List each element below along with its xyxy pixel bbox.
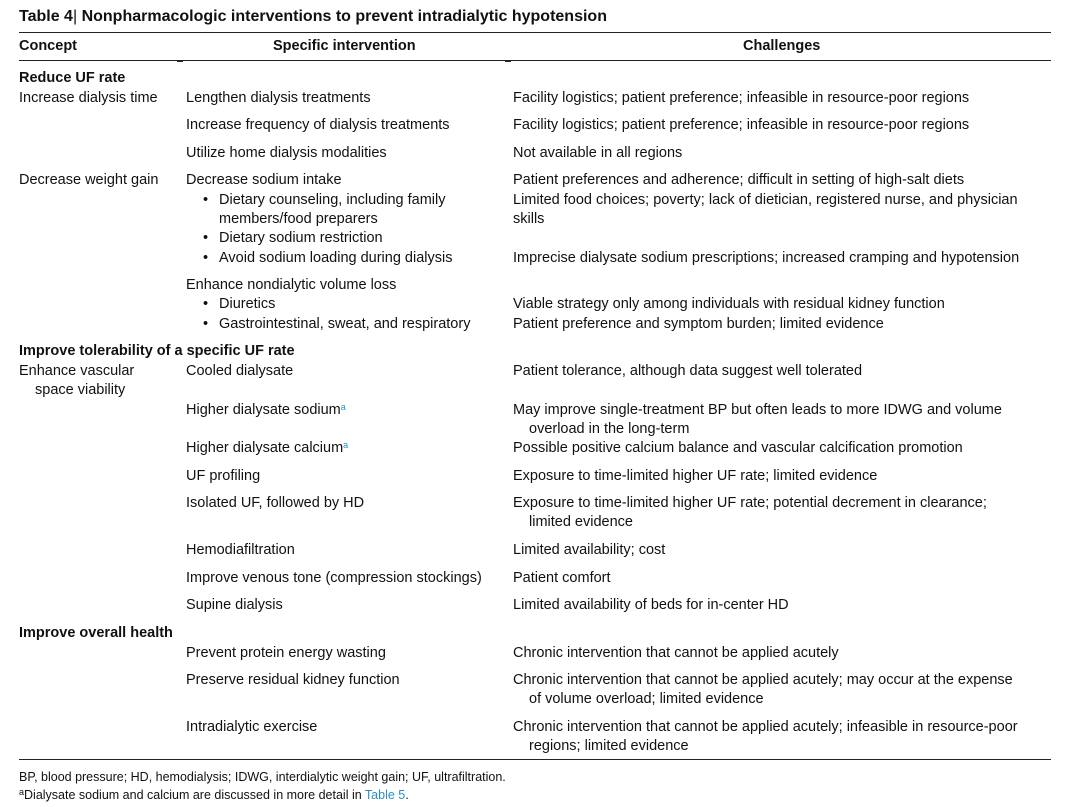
- header-intervention: Specific intervention: [273, 38, 416, 54]
- challenge-cell-continued: regions; limited evidence: [529, 738, 689, 754]
- bullet-icon: •: [203, 296, 209, 312]
- intervention-cell: Increase frequency of dialysis treatments: [186, 117, 450, 133]
- header-row: [19, 33, 1051, 60]
- title-separator: |: [72, 8, 78, 25]
- footnote-marker: a: [343, 440, 349, 450]
- table-body: [19, 61, 1051, 758]
- challenge-cell: Patient preferences and adherence; difficult in setting of high-salt diets: [513, 172, 965, 188]
- footnote-end: .: [405, 788, 409, 802]
- intervention-cell: Prevent protein energy wasting: [186, 645, 386, 661]
- intervention-cell: Intradialytic exercise: [186, 719, 318, 735]
- intervention-cell: [186, 401, 346, 420]
- table-title: [19, 6, 1051, 30]
- bullet-icon: •: [203, 250, 209, 266]
- challenge-cell: Limited food choices; poverty; lack of dietician, registered nurse, and physician: [513, 192, 1018, 208]
- intervention-cell: UF profiling: [186, 468, 261, 484]
- intervention-cell: Decrease sodium intake: [186, 172, 342, 188]
- challenge-cell: Patient tolerance, although data suggest well tolerated: [513, 363, 863, 379]
- bottom-rule: [19, 759, 1051, 760]
- challenge-cell: Possible positive calcium balance and vascular calcification promotion: [513, 440, 963, 456]
- bullet-item: Avoid sodium loading during dialysis: [219, 250, 453, 266]
- intervention-text: Higher dialysate sodium: [186, 402, 341, 418]
- footnote-a: [19, 786, 506, 804]
- challenge-cell: Exposure to time-limited higher UF rate; potential decrement in clearance;: [513, 495, 987, 511]
- bullet-item: Dietary counseling, including family: [219, 192, 446, 208]
- table-title-text: Nonpharmacologic interventions to prevent intradialytic hypotension: [81, 8, 607, 25]
- abbreviations-note: BP, blood pressure; HD, hemodialysis; IDWG, interdialytic weight gain; UF, ultrafiltration.: [19, 770, 506, 784]
- footnote-text: Dialysate sodium and calcium are discussed in more detail in: [24, 788, 365, 802]
- intervention-cell: Improve venous tone (compression stockings): [186, 570, 482, 586]
- intervention-cell: Preserve residual kidney function: [186, 672, 400, 688]
- challenge-cell: May improve single-treatment BP but often leads to more IDWG and volume: [513, 402, 1002, 418]
- intervention-cell: Supine dialysis: [186, 597, 283, 613]
- section-heading: Reduce UF rate: [19, 70, 126, 86]
- header-challenges: Challenges: [743, 38, 821, 54]
- intervention-text: Higher dialysate calcium: [186, 440, 344, 456]
- challenge-cell: Limited availability of beds for in-center HD: [513, 597, 789, 613]
- challenge-cell: Limited availability; cost: [513, 542, 666, 558]
- intervention-cell: Enhance nondialytic volume loss: [186, 277, 397, 293]
- challenge-cell: Exposure to time-limited higher UF rate; limited evidence: [513, 468, 878, 484]
- challenge-cell: Chronic intervention that cannot be applied acutely; may occur at the expense: [513, 672, 1013, 688]
- challenge-cell-continued: skills: [513, 211, 545, 227]
- concept-cell-continued: space viability: [35, 382, 126, 398]
- intervention-cell: [186, 439, 348, 458]
- challenge-cell-continued: of volume overload; limited evidence: [529, 691, 764, 707]
- section-heading: Improve tolerability of a specific UF rate: [19, 343, 295, 359]
- concept-cell: Increase dialysis time: [19, 90, 158, 106]
- concept-cell: Enhance vascular: [19, 363, 135, 379]
- challenge-cell: Facility logistics; patient preference; infeasible in resource-poor regions: [513, 90, 970, 106]
- footnote-marker: a: [340, 402, 346, 412]
- challenge-cell: Patient preference and symptom burden; limited evidence: [513, 316, 884, 332]
- table-5-link[interactable]: Table 5: [364, 788, 406, 802]
- challenge-cell: Viable strategy only among individuals with residual kidney function: [513, 296, 945, 312]
- challenge-cell: Not available in all regions: [513, 145, 683, 161]
- table-container: [19, 6, 1051, 802]
- intervention-cell: Cooled dialysate: [186, 363, 294, 379]
- concept-cell: Decrease weight gain: [19, 172, 159, 188]
- bullet-icon: •: [203, 230, 209, 246]
- bullet-item: Diuretics: [219, 296, 276, 312]
- table-number: Table 4: [19, 8, 73, 25]
- intervention-cell: Lengthen dialysis treatments: [186, 90, 371, 106]
- bullet-item: Gastrointestinal, sweat, and respiratory: [219, 316, 471, 332]
- challenge-cell: Chronic intervention that cannot be applied acutely; infeasible in resource-poor: [513, 719, 1018, 735]
- bullet-item: Dietary sodium restriction: [219, 230, 383, 246]
- intervention-cell: Utilize home dialysis modalities: [186, 145, 387, 161]
- section-heading: Improve overall health: [19, 625, 173, 641]
- challenge-cell: Facility logistics; patient preference; infeasible in resource-poor regions: [513, 117, 970, 133]
- challenge-cell-continued: overload in the long-term: [529, 421, 690, 437]
- challenge-cell: Imprecise dialysate sodium prescriptions; increased cramping and hypotension: [513, 250, 1020, 266]
- header-concept: Concept: [19, 38, 77, 54]
- challenge-cell-continued: limited evidence: [529, 514, 633, 530]
- bullet-item-continued: members/food preparers: [219, 211, 378, 227]
- bullet-icon: •: [203, 316, 209, 332]
- challenge-cell: Chronic intervention that cannot be applied acutely: [513, 645, 839, 661]
- table-footnotes: [19, 768, 506, 804]
- intervention-cell: Hemodiafiltration: [186, 542, 295, 558]
- bullet-icon: •: [203, 192, 209, 208]
- challenge-cell: Patient comfort: [513, 570, 611, 586]
- intervention-cell: Isolated UF, followed by HD: [186, 495, 365, 511]
- footnote-marker: a: [19, 787, 25, 797]
